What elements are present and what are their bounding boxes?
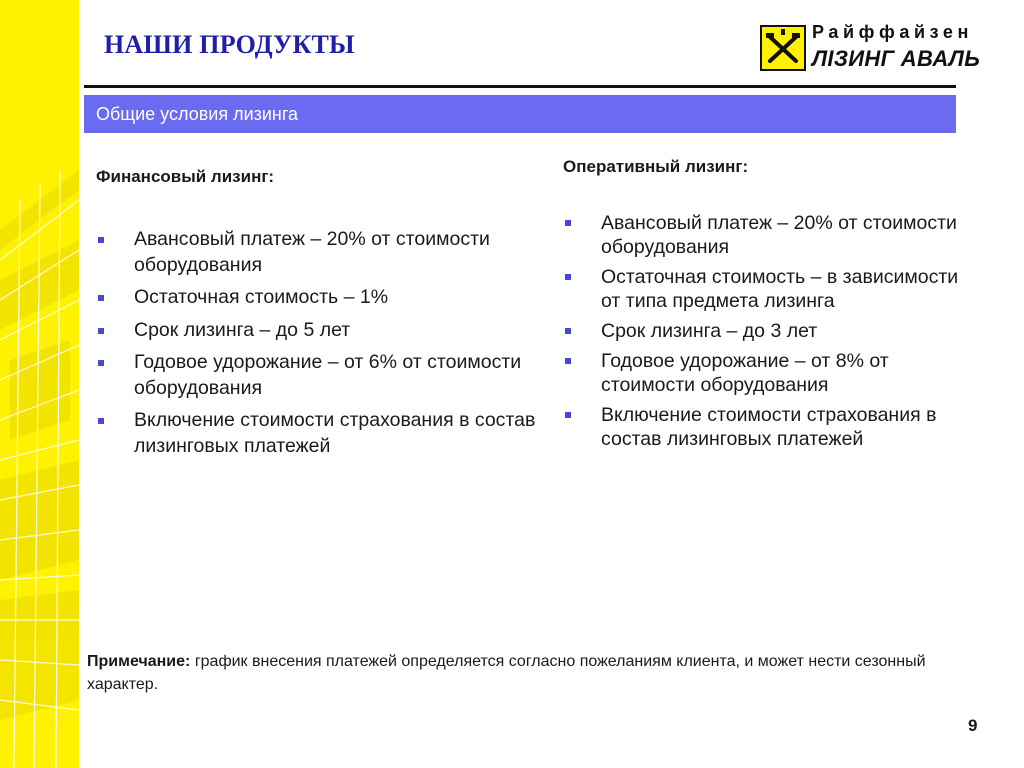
bullet-icon	[98, 237, 104, 243]
list-item	[563, 349, 963, 397]
footnote-text: график внесения платежей определяется согласно пожеланиям клиента, и может нести сезонный характер.	[87, 653, 926, 693]
grid-pattern-decoration	[0, 0, 79, 768]
bullet-icon	[98, 418, 104, 424]
logo-text-top: Райффайзен	[812, 22, 974, 42]
list-item	[563, 403, 963, 451]
list-item	[563, 265, 963, 313]
bullet-icon	[565, 328, 571, 334]
financial-leasing-list	[96, 227, 536, 459]
bullet-icon	[565, 220, 571, 226]
list-item-text: Годовое удорожание – от 8% от стоимости оборудования	[601, 350, 889, 396]
list-item	[563, 319, 963, 343]
list-item	[563, 211, 963, 259]
list-item	[96, 408, 536, 459]
footnote	[87, 650, 947, 696]
decorative-side-band	[0, 0, 79, 768]
list-item-text: Остаточная стоимость – в зависимости от типа предмета лизинга	[601, 266, 959, 312]
bullet-icon	[565, 358, 571, 364]
list-item	[96, 350, 536, 401]
section-banner-label: Общие условия лизинга	[96, 104, 299, 124]
bullet-icon	[98, 360, 104, 366]
operational-leasing-column	[563, 157, 963, 457]
bullet-icon	[98, 328, 104, 334]
bullet-icon	[98, 295, 104, 301]
financial-leasing-heading: Финансовый лизинг:	[96, 167, 275, 186]
section-banner	[84, 95, 956, 133]
bullet-icon	[565, 412, 571, 418]
list-item	[96, 285, 536, 311]
financial-leasing-column	[96, 167, 536, 466]
bullet-icon	[565, 274, 571, 280]
logo-mark-icon	[760, 25, 806, 71]
logo-text-bottom: ЛІЗИНГ АВАЛЬ	[812, 46, 981, 71]
page-title: НАШИ ПРОДУКТЫ	[104, 30, 355, 59]
list-item-text: Авансовый платеж – 20% от стоимости оборудования	[134, 228, 490, 276]
page-number: 9	[968, 716, 978, 735]
company-logo	[760, 22, 990, 74]
list-item-text: Срок лизинга – до 5 лет	[134, 318, 351, 341]
header-divider	[84, 85, 956, 88]
operational-leasing-list	[563, 211, 963, 451]
list-item-text: Остаточная стоимость – 1%	[134, 286, 389, 308]
list-item	[96, 227, 536, 278]
list-item-text: Включение стоимости страхования в состав лизинговых платежей	[601, 404, 937, 450]
list-item-text: Срок лизинга – до 3 лет	[601, 320, 818, 342]
list-item-text: Годовое удорожание – от 6% от стоимости оборудования	[134, 351, 522, 399]
list-item	[96, 318, 536, 344]
list-item-text: Авансовый платеж – 20% от стоимости оборудования	[601, 212, 957, 258]
footnote-label: Примечание:	[87, 653, 191, 670]
list-item-text: Включение стоимости страхования в состав лизинговых платежей	[134, 409, 536, 457]
operational-leasing-heading: Оперативный лизинг:	[563, 157, 749, 176]
